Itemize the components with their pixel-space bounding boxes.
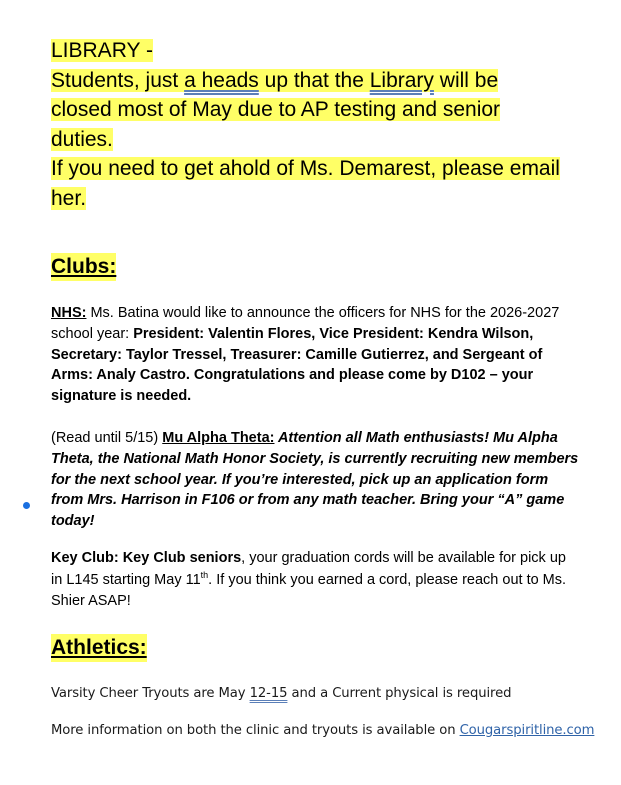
cheer-text-2: and a Current physical is required xyxy=(287,686,512,701)
cheer-text-1: Varsity Cheer Tryouts are May xyxy=(51,686,250,701)
library-text-2: up that the xyxy=(258,68,370,92)
nhs-intro: Ms. Batina would like to announce the officers for NHS for the 2026-2027 school year: xyxy=(51,305,560,342)
info-text: More information on both the clinic and tryouts is available on xyxy=(51,723,460,738)
library-announcement xyxy=(51,36,591,214)
library-text-7: her. xyxy=(51,186,87,210)
key-club-label: Key Club: Key Club seniors xyxy=(51,550,242,566)
athletics-heading: Athletics: xyxy=(51,634,147,662)
library-underlined-library: Library xyxy=(369,68,434,92)
mu-read-until: (Read until 5/15) xyxy=(51,430,163,446)
library-text-6: If you need to get ahold of Ms. Demarest, please email xyxy=(51,157,560,181)
cheer-tryouts-line xyxy=(51,684,511,704)
bullet-marker xyxy=(23,502,30,509)
library-text-5: duties. xyxy=(51,127,113,151)
mu-alpha-theta-paragraph xyxy=(51,428,581,532)
key-club-paragraph xyxy=(51,548,581,613)
library-underlined-heads: a heads xyxy=(184,68,259,92)
key-club-sup: th xyxy=(200,569,209,580)
cheer-dates: 12-15 xyxy=(249,686,288,701)
nhs-label: NHS: xyxy=(51,305,87,321)
key-club-text-1: , your graduation cords will be available for pick up in L145 starting May 11 xyxy=(51,550,566,588)
spiritline-link[interactable]: Cougarspiritline.com xyxy=(459,723,595,738)
nhs-officers: President: Valentin Flores, Vice President: Kendra Wilson, Secretary: Taylor Tressel, Treasurer: Camille Gutierrez, and Sergeant of Arms: Analy Castro. Congratulations and please come by D102 – your signature is needed. xyxy=(51,325,543,405)
mu-label: Mu Alpha Theta: xyxy=(162,430,275,446)
key-club-text-2: . If you think you earned a cord, please reach out to Ms. Shier ASAP! xyxy=(51,571,567,609)
more-info-line xyxy=(51,721,594,741)
library-text-3: will be xyxy=(433,68,499,92)
clubs-heading: Clubs: xyxy=(51,253,116,281)
nhs-paragraph xyxy=(51,303,581,407)
mu-text: Attention all Math enthusiasts! Mu Alpha Theta, the National Math Honor Society, is currently recruiting new members for the next school year. If you’re interested, pick up an application form from Mrs. Harrison in F106 or from any math teacher. Bring your “A” game today! xyxy=(51,430,579,530)
library-text-1: Students, just xyxy=(51,68,185,92)
library-text-4: closed most of May due to AP testing and senior xyxy=(51,98,501,122)
library-title: LIBRARY - xyxy=(51,39,153,62)
